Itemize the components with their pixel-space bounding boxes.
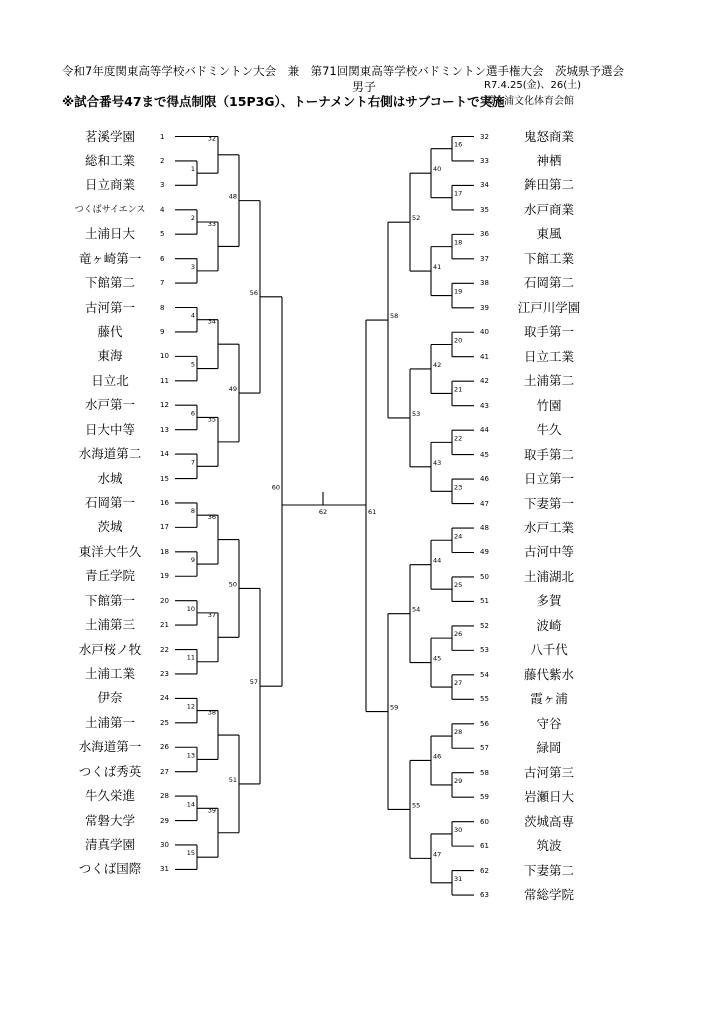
team-seed-number: 22	[160, 645, 169, 654]
team-seed-number: 37	[480, 254, 489, 263]
match-number: 19	[454, 287, 463, 296]
match-number: 26	[454, 630, 463, 639]
team-seed-number: 53	[480, 646, 489, 655]
match-number: 5	[190, 360, 195, 369]
team-name: 日立北	[91, 372, 129, 388]
team-name: 常総学院	[523, 887, 574, 903]
team-seed-number: 8	[160, 303, 165, 312]
team-name: 古河中等	[523, 544, 574, 560]
team-name: 水戸桜ノ牧	[78, 641, 142, 657]
team-name: 東海	[97, 348, 123, 364]
rules-note: ※試合番号47まで得点制限（15P3G）、トーナメント右側はサブコートで実施	[62, 94, 505, 109]
team-name: 下館第二	[84, 275, 135, 291]
team-name: 古河第三	[523, 764, 574, 780]
event-date: R7.4.25(金)、26(土)	[484, 80, 582, 91]
team-seed-number: 34	[480, 181, 489, 190]
team-name: 下妻第二	[523, 862, 574, 878]
team-seed-number: 62	[480, 866, 489, 875]
team-seed-number: 3	[160, 181, 165, 190]
match-number: 38	[207, 708, 216, 717]
team-seed-number: 9	[160, 327, 165, 336]
match-number: 3	[190, 262, 195, 271]
team-name: 取手第二	[523, 446, 574, 462]
team-seed-number: 61	[480, 842, 489, 851]
match-number: 60	[271, 483, 280, 492]
team-name: 水海道第一	[78, 739, 142, 755]
team-name: 藤代	[97, 323, 123, 339]
team-seed-number: 21	[160, 621, 169, 630]
match-number: 54	[412, 605, 421, 614]
team-seed-number: 18	[160, 547, 169, 556]
team-seed-number: 29	[160, 816, 169, 825]
team-name: 多賀	[536, 593, 562, 609]
team-seed-number: 45	[480, 450, 489, 459]
team-name: 土浦湖北	[523, 568, 574, 584]
match-number: 61	[368, 507, 377, 516]
team-seed-number: 26	[160, 743, 169, 752]
match-number: 39	[207, 806, 216, 815]
team-seed-number: 59	[480, 793, 489, 802]
team-name: 石岡第二	[523, 275, 574, 291]
team-name: 波崎	[536, 617, 562, 633]
team-name: 日立商業	[84, 177, 135, 193]
match-number: 62	[318, 508, 328, 516]
team-seed-number: 60	[480, 817, 489, 826]
team-name: 岩瀬日大	[523, 789, 574, 805]
team-seed-number: 54	[480, 670, 489, 679]
match-number: 55	[412, 801, 421, 810]
team-seed-number: 6	[160, 254, 165, 263]
team-name: 水海道第二	[78, 446, 142, 462]
match-number: 34	[207, 317, 216, 326]
team-seed-number: 57	[480, 744, 489, 753]
team-seed-number: 47	[480, 499, 489, 508]
team-seed-number: 56	[480, 719, 489, 728]
team-name: 青丘学院	[84, 568, 135, 584]
match-number: 21	[454, 385, 463, 394]
team-name: 日大中等	[84, 421, 135, 437]
team-seed-number: 30	[160, 840, 169, 849]
team-name: つくば秀英	[78, 763, 142, 779]
match-number: 58	[390, 312, 399, 321]
team-seed-number: 28	[160, 792, 169, 801]
team-seed-number: 17	[160, 523, 169, 532]
match-number: 33	[207, 220, 216, 229]
match-number: 50	[228, 580, 237, 589]
match-number: 40	[433, 165, 442, 174]
team-name: 鬼怒商業	[523, 128, 574, 144]
team-name: 霞ヶ浦	[530, 691, 568, 707]
match-number: 12	[186, 702, 195, 711]
team-name: 茨城	[97, 519, 123, 535]
team-seed-number: 2	[160, 156, 165, 165]
match-number: 22	[454, 434, 463, 443]
team-name: 土浦第三	[84, 617, 135, 633]
match-number: 2	[190, 214, 195, 223]
team-seed-number: 40	[480, 328, 489, 337]
team-name: 日立第一	[523, 471, 574, 487]
team-seed-number: 12	[160, 401, 169, 410]
match-number: 1	[190, 165, 195, 174]
team-name: つくば国際	[78, 861, 142, 877]
team-name: 守谷	[536, 715, 562, 731]
team-seed-number: 46	[480, 475, 489, 484]
team-name: 東風	[536, 226, 562, 242]
category-label: 男子	[352, 80, 377, 94]
team-name: 牛久	[536, 422, 562, 438]
team-seed-number: 41	[480, 352, 489, 361]
team-seed-number: 14	[160, 450, 169, 459]
match-number: 45	[433, 654, 442, 663]
match-number: 23	[454, 483, 463, 492]
team-name: 竜ヶ崎第一	[78, 250, 142, 266]
team-seed-number: 23	[160, 669, 169, 678]
match-number: 31	[454, 874, 463, 883]
venue-label: 霞ヶ浦文化体育会館	[484, 96, 574, 107]
match-number: 36	[207, 513, 216, 522]
team-seed-number: 16	[160, 498, 169, 507]
team-name: 下館工業	[523, 250, 574, 266]
team-name: 常磐大学	[84, 812, 135, 828]
team-seed-number: 27	[160, 767, 169, 776]
match-number: 47	[433, 850, 442, 859]
match-number: 10	[186, 604, 195, 613]
team-name: 日立工業	[523, 348, 574, 364]
team-name: 茨城高専	[523, 813, 574, 829]
match-number: 46	[433, 752, 442, 761]
match-number: 41	[433, 263, 442, 272]
match-number: 11	[186, 653, 195, 662]
team-seed-number: 50	[480, 572, 489, 581]
match-number: 6	[190, 409, 195, 418]
team-name: 藤代紫水	[523, 666, 574, 682]
team-name: 鉾田第二	[523, 177, 574, 193]
team-seed-number: 5	[160, 230, 165, 239]
team-name: 清真学園	[84, 836, 135, 852]
team-seed-number: 19	[160, 572, 169, 581]
team-seed-number: 15	[160, 474, 169, 483]
team-seed-number: 48	[480, 524, 489, 533]
match-number: 53	[412, 409, 421, 418]
team-name: 土浦工業	[84, 665, 135, 681]
team-seed-number: 38	[480, 279, 489, 288]
team-seed-number: 31	[160, 865, 169, 874]
match-number: 56	[249, 288, 258, 297]
team-name: 取手第一	[523, 324, 574, 340]
team-name: 水戸第一	[84, 397, 135, 413]
tournament-title: 令和7年度関東高等学校バドミントン大会 兼 第71回関東高等学校バドミントン選手権大会 茨城県予選会	[62, 64, 624, 78]
team-name: 筑波	[536, 838, 562, 854]
match-number: 27	[454, 679, 463, 688]
match-number: 4	[190, 311, 195, 320]
team-name: 水戸商業	[523, 201, 574, 217]
team-name: 土浦日大	[84, 226, 135, 242]
team-name: 牛久栄進	[84, 788, 135, 804]
team-name: 下館第一	[84, 592, 135, 608]
team-seed-number: 44	[480, 426, 489, 435]
team-name: 水城	[97, 470, 123, 486]
team-seed-number: 52	[480, 621, 489, 630]
team-seed-number: 33	[480, 156, 489, 165]
match-number: 8	[190, 507, 195, 516]
match-number: 30	[454, 825, 463, 834]
team-seed-number: 36	[480, 230, 489, 239]
team-name: つくばサイエンス	[74, 204, 146, 215]
team-seed-number: 39	[480, 303, 489, 312]
match-number: 18	[454, 238, 463, 247]
team-name: 茗溪学園	[84, 128, 135, 144]
team-name: 石岡第一	[84, 494, 135, 510]
match-number: 28	[454, 728, 463, 737]
match-number: 15	[186, 849, 195, 858]
match-number: 32	[207, 134, 216, 143]
team-seed-number: 20	[160, 596, 169, 605]
team-seed-number: 58	[480, 768, 489, 777]
team-seed-number: 13	[160, 425, 169, 434]
team-seed-number: 42	[480, 377, 489, 386]
match-number: 48	[228, 192, 237, 201]
team-name: 八千代	[530, 642, 568, 658]
match-number: 17	[454, 189, 463, 198]
team-seed-number: 7	[160, 279, 165, 288]
match-number: 13	[186, 751, 195, 760]
match-number: 7	[190, 458, 195, 467]
team-seed-number: 55	[480, 695, 489, 704]
team-seed-number: 4	[160, 205, 165, 214]
match-number: 42	[433, 360, 442, 369]
team-name: 土浦第一	[84, 714, 135, 730]
team-name: 竹園	[536, 397, 562, 413]
match-number: 37	[207, 610, 216, 619]
team-seed-number: 63	[480, 891, 489, 900]
match-number: 49	[228, 385, 237, 394]
match-number: 44	[433, 556, 442, 565]
match-number: 25	[454, 581, 463, 590]
team-name: 東洋大牛久	[78, 543, 142, 559]
match-number: 57	[249, 678, 258, 687]
match-number: 52	[412, 214, 421, 223]
team-seed-number: 32	[480, 132, 489, 141]
match-number: 16	[454, 140, 463, 149]
match-number: 29	[454, 776, 463, 785]
team-seed-number: 51	[480, 597, 489, 606]
team-name: 江戸川学園	[517, 299, 581, 315]
match-number: 35	[207, 415, 216, 424]
team-name: 水戸工業	[523, 520, 574, 536]
match-number: 43	[433, 458, 442, 467]
match-number: 59	[390, 703, 399, 712]
team-seed-number: 1	[160, 132, 165, 141]
team-seed-number: 43	[480, 401, 489, 410]
team-name: 総和工業	[84, 152, 135, 168]
team-name: 土浦第二	[523, 373, 574, 389]
team-name: 下妻第一	[523, 495, 574, 511]
team-name: 伊奈	[97, 690, 123, 706]
team-seed-number: 25	[160, 718, 169, 727]
match-number: 14	[186, 800, 195, 809]
team-seed-number: 24	[160, 694, 169, 703]
team-name: 神栖	[536, 152, 562, 168]
team-seed-number: 10	[160, 352, 169, 361]
match-number: 51	[228, 775, 237, 784]
match-number: 9	[190, 556, 195, 565]
team-seed-number: 35	[480, 205, 489, 214]
team-name: 古河第一	[84, 299, 135, 315]
match-number: 20	[454, 336, 463, 345]
team-seed-number: 11	[160, 376, 169, 385]
match-number: 24	[454, 532, 463, 541]
team-name: 緑岡	[536, 740, 562, 756]
team-seed-number: 49	[480, 548, 489, 557]
